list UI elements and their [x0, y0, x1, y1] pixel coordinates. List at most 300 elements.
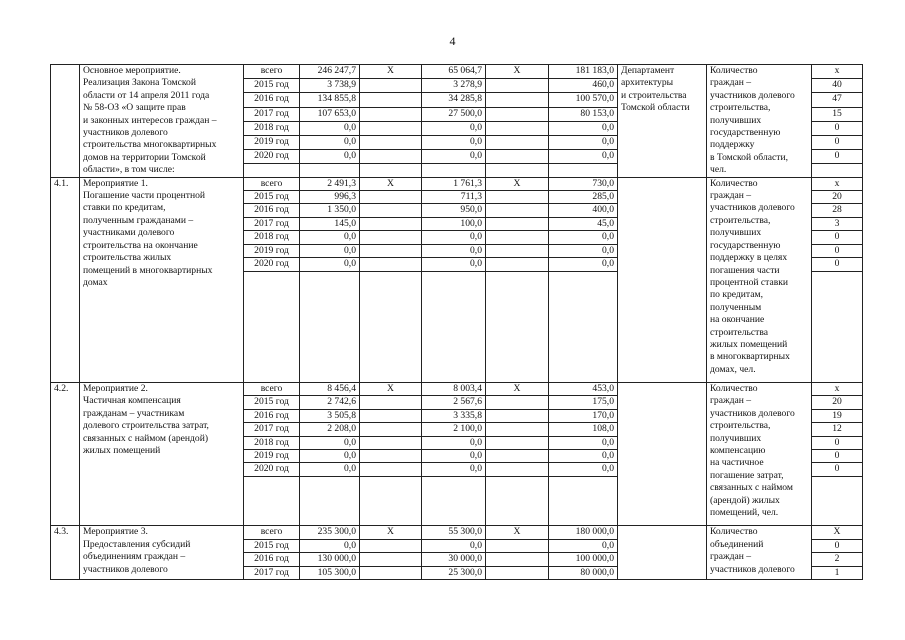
total-cell: 0,0 [300, 539, 360, 552]
item-name-line: ставки по кредитам, [83, 202, 166, 214]
item-name-line: Мероприятие 1. [83, 177, 148, 189]
local-cell [486, 191, 549, 204]
federal-cell: X [360, 177, 422, 190]
executor-line: архитектуры [621, 77, 674, 89]
federal-cell [360, 204, 422, 217]
empty-cell [549, 514, 618, 526]
federal-cell [360, 231, 422, 244]
year-cell: 2019 год [244, 136, 300, 150]
empty-cell [244, 489, 300, 501]
indicator-line: компенсацию [710, 445, 766, 457]
indicator-line: строительства [710, 326, 769, 338]
indicator-value: 40 [812, 79, 863, 93]
indicator-line: получивших [710, 227, 762, 239]
empty-cell [360, 333, 422, 345]
indicator-line: участников долевого [710, 202, 795, 214]
indicator-line: погашение затрат, [710, 469, 784, 481]
indicator-line: граждан – [710, 395, 752, 407]
item-name-line: объединениям граждан – [83, 551, 186, 563]
item-name-line: Мероприятие 3. [83, 526, 148, 538]
empty-cell [360, 514, 422, 526]
local-cell [486, 463, 549, 476]
regional-cell: 950,0 [422, 204, 486, 217]
table-row [51, 177, 863, 190]
regional-cell: 30 000,0 [422, 553, 486, 566]
empty-cell [300, 271, 360, 283]
item-number: 4.2. [51, 383, 80, 526]
indicator-value: x [812, 177, 863, 190]
empty-cell [244, 501, 300, 513]
empty-cell [486, 358, 549, 370]
regional-cell: 0,0 [422, 258, 486, 271]
empty-cell [422, 345, 486, 357]
empty-cell [360, 296, 422, 308]
item-name-line: строительства многоквартирных [83, 139, 217, 151]
total-cell: 0,0 [300, 450, 360, 463]
total-cell: 130 000,0 [300, 553, 360, 566]
empty-cell [549, 321, 618, 333]
indicator-line: объединений [710, 538, 764, 550]
federal-cell [360, 79, 422, 93]
empty-cell [549, 333, 618, 345]
empty-cell [422, 501, 486, 513]
regional-cell: 0,0 [422, 121, 486, 135]
empty-cell [549, 476, 618, 488]
indicator-line: (арендой) жилых [710, 494, 780, 506]
total-cell: 0,0 [300, 436, 360, 449]
regional-cell: 100,0 [422, 217, 486, 230]
item-name-line: участников долевого [83, 127, 168, 139]
federal-cell [360, 136, 422, 150]
year-cell: всего [244, 65, 300, 79]
regional-cell: 0,0 [422, 244, 486, 257]
total-cell: 0,0 [300, 150, 360, 164]
federal-cell: X [360, 526, 422, 539]
regional-cell: 0,0 [422, 463, 486, 476]
empty-cell [300, 345, 360, 357]
year-cell: 2017 год [244, 566, 300, 579]
total-cell: 0,0 [300, 121, 360, 135]
year-cell: 2020 год [244, 150, 300, 164]
regional-cell: 0,0 [422, 450, 486, 463]
federal-cell [360, 539, 422, 552]
indicator-value: 0 [812, 436, 863, 449]
indicator-line: граждан – [710, 77, 752, 89]
regional-cell: 2 567,6 [422, 396, 486, 409]
item-name-line: домах [83, 276, 108, 288]
empty-cell [360, 476, 422, 488]
total-cell: 235 300,0 [300, 526, 360, 539]
empty-cell [300, 489, 360, 501]
empty-cell [422, 489, 486, 501]
table-row [51, 526, 863, 539]
empty-cell [812, 321, 863, 333]
empty-cell [300, 514, 360, 526]
total-cell: 0,0 [300, 136, 360, 150]
total-cell: 2 208,0 [300, 423, 360, 436]
local-cell [486, 136, 549, 150]
regional-cell: 65 064,7 [422, 65, 486, 79]
empty-cell [244, 370, 300, 382]
item-name-line: полученным гражданами – [83, 214, 194, 226]
indicator-line: граждан – [710, 190, 752, 202]
year-cell: 2015 год [244, 191, 300, 204]
indicator-value: x [812, 383, 863, 396]
indicator-value: 0 [812, 231, 863, 244]
empty-cell [422, 514, 486, 526]
federal-cell [360, 121, 422, 135]
empty-cell [422, 370, 486, 382]
empty-cell [244, 476, 300, 488]
item-number: 4.3. [51, 526, 80, 580]
total-cell: 0,0 [300, 463, 360, 476]
executor [618, 65, 707, 178]
year-cell: 2017 год [244, 107, 300, 121]
federal-cell [360, 258, 422, 271]
total-cell: 0,0 [300, 244, 360, 257]
federal-cell [360, 409, 422, 422]
empty-cell [812, 476, 863, 488]
empty-cell [360, 501, 422, 513]
empty-cell [244, 296, 300, 308]
indicator-line: участников долевого [710, 89, 795, 101]
indicator-line: в Томской области, [710, 151, 788, 163]
year-cell: 2016 год [244, 204, 300, 217]
empty-cell [486, 476, 549, 488]
item-name-line: Погашение части процентной [83, 190, 206, 202]
indicator-line: домах, чел. [710, 363, 756, 375]
empty-cell [549, 164, 618, 177]
regional-cell: 3 335,8 [422, 409, 486, 422]
empty-cell [244, 321, 300, 333]
item-name-line: помещений в многоквартирных [83, 264, 213, 276]
extrabudget-cell: 170,0 [549, 409, 618, 422]
extrabudget-cell: 460,0 [549, 79, 618, 93]
federal-cell: X [360, 383, 422, 396]
total-cell: 1 350,0 [300, 204, 360, 217]
indicator [707, 65, 812, 178]
item-name-line: области», в том числе: [83, 164, 175, 176]
item-name-line: строительства жилых [83, 252, 172, 264]
year-cell: 2016 год [244, 553, 300, 566]
empty-cell [422, 308, 486, 320]
item-name-line: связанных с наймом (арендой) [83, 432, 209, 444]
local-cell: X [486, 65, 549, 79]
extrabudget-cell: 100 570,0 [549, 93, 618, 107]
federal-cell [360, 396, 422, 409]
empty-cell [549, 370, 618, 382]
empty-cell [486, 370, 549, 382]
empty-cell [486, 164, 549, 177]
extrabudget-cell: 285,0 [549, 191, 618, 204]
empty-cell [549, 283, 618, 295]
empty-cell [244, 283, 300, 295]
year-cell: 2015 год [244, 79, 300, 93]
total-cell: 107 653,0 [300, 107, 360, 121]
indicator-value: 1 [812, 566, 863, 579]
empty-cell [244, 358, 300, 370]
item-name-line: Основное мероприятие. [83, 65, 181, 76]
year-cell: 2018 год [244, 436, 300, 449]
indicator-line: процентной ставки [710, 276, 789, 288]
item-number [51, 65, 80, 178]
empty-cell [549, 489, 618, 501]
indicator-value: 0 [812, 121, 863, 135]
extrabudget-cell: 0,0 [549, 136, 618, 150]
local-cell [486, 107, 549, 121]
extrabudget-cell: 180 000,0 [549, 526, 618, 539]
empty-cell [812, 345, 863, 357]
item-name [80, 526, 244, 580]
year-cell: всего [244, 177, 300, 190]
empty-cell [244, 308, 300, 320]
indicator-value: 0 [812, 450, 863, 463]
local-cell [486, 539, 549, 552]
local-cell [486, 409, 549, 422]
indicator-value: 0 [812, 244, 863, 257]
item-name-line: Предоставления субсидий [83, 538, 191, 550]
indicator [707, 177, 812, 382]
extrabudget-cell: 0,0 [549, 121, 618, 135]
year-cell: всего [244, 526, 300, 539]
local-cell [486, 450, 549, 463]
year-cell: 2018 год [244, 121, 300, 135]
empty-cell [486, 308, 549, 320]
empty-cell [486, 271, 549, 283]
empty-cell [812, 271, 863, 283]
year-cell: 2015 год [244, 539, 300, 552]
empty-cell [422, 476, 486, 488]
year-cell: всего [244, 383, 300, 396]
year-cell: 2015 год [244, 396, 300, 409]
indicator-value: 19 [812, 409, 863, 422]
total-cell: 0,0 [300, 258, 360, 271]
empty-cell [812, 358, 863, 370]
extrabudget-cell: 0,0 [549, 150, 618, 164]
year-cell: 2019 год [244, 244, 300, 257]
extrabudget-cell: 0,0 [549, 450, 618, 463]
item-name-line: жилых помещений [83, 445, 161, 457]
extrabudget-cell: 181 183,0 [549, 65, 618, 79]
empty-cell [812, 283, 863, 295]
indicator-line: участников долевого [710, 563, 795, 575]
year-cell: 2016 год [244, 409, 300, 422]
empty-cell [300, 164, 360, 177]
item-name-line: участников долевого [83, 563, 168, 575]
empty-cell [422, 358, 486, 370]
extrabudget-cell: 0,0 [549, 258, 618, 271]
budget-table [50, 64, 863, 580]
extrabudget-cell: 400,0 [549, 204, 618, 217]
indicator-line: Количество [710, 383, 758, 395]
empty-cell [486, 345, 549, 357]
indicator-line: полученным [710, 301, 762, 313]
empty-cell [486, 501, 549, 513]
extrabudget-cell: 80 153,0 [549, 107, 618, 121]
executor-line: Департамент [621, 65, 675, 76]
extrabudget-cell: 0,0 [549, 244, 618, 257]
indicator-line: поддержку в целях [710, 252, 788, 264]
federal-cell [360, 93, 422, 107]
federal-cell [360, 244, 422, 257]
empty-cell [300, 283, 360, 295]
empty-cell [422, 271, 486, 283]
empty-cell [360, 308, 422, 320]
empty-cell [486, 333, 549, 345]
federal-cell [360, 150, 422, 164]
empty-cell [244, 271, 300, 283]
empty-cell [244, 514, 300, 526]
regional-cell: 34 285,8 [422, 93, 486, 107]
empty-cell [360, 321, 422, 333]
year-cell: 2020 год [244, 258, 300, 271]
year-cell: 2017 год [244, 423, 300, 436]
empty-cell [360, 370, 422, 382]
regional-cell: 0,0 [422, 150, 486, 164]
extrabudget-cell: 0,0 [549, 231, 618, 244]
item-name-line: Мероприятие 2. [83, 383, 148, 395]
extrabudget-cell: 80 000,0 [549, 566, 618, 579]
item-name-line: Частичная компенсация [83, 395, 181, 407]
item-name-line: № 58-ОЗ «О защите прав [83, 102, 186, 114]
local-cell: X [486, 177, 549, 190]
empty-cell [812, 164, 863, 177]
item-name-line: и законных интересов граждан – [83, 114, 217, 126]
indicator-value: 20 [812, 396, 863, 409]
item-name-line: Реализация Закона Томской [83, 77, 196, 89]
indicator-value: 0 [812, 463, 863, 476]
regional-cell: 1 761,3 [422, 177, 486, 190]
extrabudget-cell: 100 000,0 [549, 553, 618, 566]
total-cell: 0,0 [300, 231, 360, 244]
empty-cell [549, 345, 618, 357]
item-name-line: домов на территории Томской [83, 151, 206, 163]
regional-cell: 8 003,4 [422, 383, 486, 396]
extrabudget-cell: 45,0 [549, 217, 618, 230]
local-cell [486, 231, 549, 244]
empty-cell [422, 164, 486, 177]
total-cell: 996,3 [300, 191, 360, 204]
total-cell: 105 300,0 [300, 566, 360, 579]
extrabudget-cell: 0,0 [549, 463, 618, 476]
total-cell: 246 247,7 [300, 65, 360, 79]
empty-cell [549, 308, 618, 320]
empty-cell [812, 296, 863, 308]
empty-cell [486, 283, 549, 295]
item-name-line: строительства на окончание [83, 239, 198, 251]
empty-cell [300, 501, 360, 513]
federal-cell [360, 436, 422, 449]
indicator-line: связанных с наймом [710, 482, 793, 494]
empty-cell [422, 296, 486, 308]
empty-cell [549, 358, 618, 370]
empty-cell [244, 164, 300, 177]
indicator-line: на окончание [710, 314, 765, 326]
empty-cell [422, 321, 486, 333]
local-cell [486, 79, 549, 93]
indicator-line: Количество [710, 526, 758, 538]
empty-cell [422, 283, 486, 295]
federal-cell [360, 463, 422, 476]
local-cell [486, 436, 549, 449]
indicator-value: 15 [812, 107, 863, 121]
local-cell [486, 566, 549, 579]
empty-cell [486, 514, 549, 526]
total-cell: 8 456,4 [300, 383, 360, 396]
regional-cell: 711,3 [422, 191, 486, 204]
empty-cell [360, 358, 422, 370]
extrabudget-cell: 730,0 [549, 177, 618, 190]
indicator-line: Количество [710, 177, 758, 189]
empty-cell [300, 321, 360, 333]
indicator-line: чел. [710, 164, 727, 176]
total-cell: 2 742,6 [300, 396, 360, 409]
empty-cell [812, 333, 863, 345]
empty-cell [812, 308, 863, 320]
local-cell [486, 150, 549, 164]
executor [618, 177, 707, 382]
indicator-line: строительства, [710, 420, 771, 432]
indicator-line: жилых помещений [710, 338, 788, 350]
total-cell: 3 738,9 [300, 79, 360, 93]
empty-cell [549, 501, 618, 513]
regional-cell: 0,0 [422, 539, 486, 552]
federal-cell: X [360, 65, 422, 79]
extrabudget-cell: 0,0 [549, 436, 618, 449]
empty-cell [244, 333, 300, 345]
indicator-value: 2 [812, 553, 863, 566]
empty-cell [360, 283, 422, 295]
empty-cell [300, 476, 360, 488]
table-row [51, 383, 863, 396]
executor [618, 526, 707, 580]
regional-cell: 25 300,0 [422, 566, 486, 579]
local-cell: X [486, 383, 549, 396]
empty-cell [244, 345, 300, 357]
local-cell [486, 217, 549, 230]
empty-cell [486, 489, 549, 501]
indicator-value: 0 [812, 136, 863, 150]
empty-cell [422, 333, 486, 345]
total-cell: 134 855,8 [300, 93, 360, 107]
local-cell [486, 553, 549, 566]
local-cell: X [486, 526, 549, 539]
extrabudget-cell: 175,0 [549, 396, 618, 409]
federal-cell [360, 217, 422, 230]
empty-cell [360, 489, 422, 501]
federal-cell [360, 191, 422, 204]
regional-cell: 27 500,0 [422, 107, 486, 121]
local-cell [486, 396, 549, 409]
indicator-line: помещений, чел. [710, 507, 779, 519]
item-name-line: гражданам – участникам [83, 407, 185, 419]
local-cell [486, 121, 549, 135]
executor-line: Томской области [621, 102, 690, 114]
local-cell [486, 423, 549, 436]
empty-cell [300, 333, 360, 345]
item-name [80, 383, 244, 526]
indicator-value: 0 [812, 150, 863, 164]
indicator-value: 47 [812, 93, 863, 107]
indicator-value: x [812, 65, 863, 79]
indicator-value: 3 [812, 217, 863, 230]
empty-cell [360, 345, 422, 357]
year-cell: 2018 год [244, 231, 300, 244]
item-name-line: участниками долевого [83, 227, 175, 239]
federal-cell [360, 423, 422, 436]
empty-cell [486, 296, 549, 308]
empty-cell [549, 271, 618, 283]
